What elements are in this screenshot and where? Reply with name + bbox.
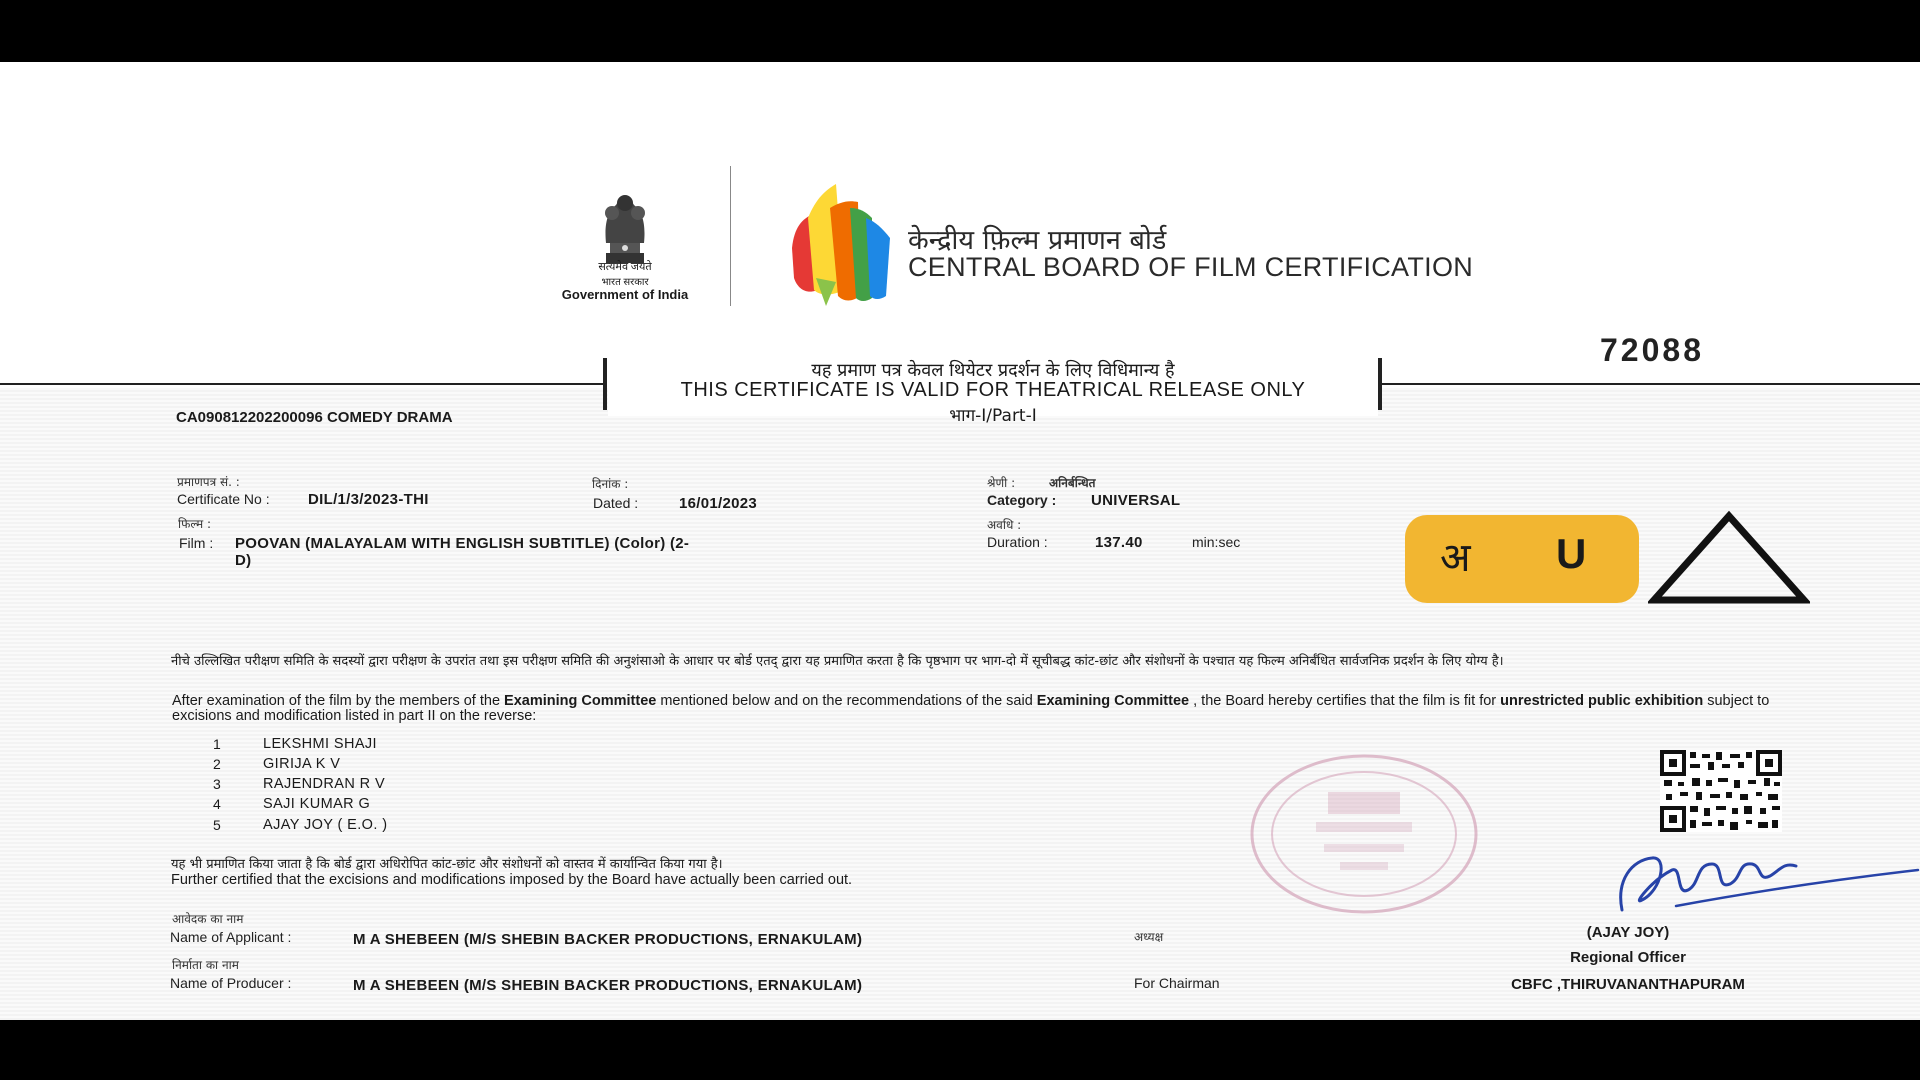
film-title-line1: POOVAN (MALAYALAM WITH ENGLISH SUBTITLE) (Color) (2- [235,535,690,552]
producer-label-hindi: निर्माता का नाम [172,958,239,972]
signatory-name: (AJAY JOY) [1586,924,1670,941]
category-label-hindi: श्रेणी : [987,476,1016,490]
member-number: 3 [213,776,221,792]
duration-unit: min:sec [1192,534,1241,550]
header-divider [730,166,731,306]
triangle-icon [1648,510,1810,606]
chairman-label-hindi: अध्यक्ष [1134,930,1164,944]
member-name: SAJI KUMAR G [263,796,371,812]
rating-badge-hindi: अ [1440,535,1471,581]
rule-right [1380,383,1920,385]
member-name: AJAY JOY ( E.O. ) [263,817,388,833]
emblem-government-hindi: भारत सरकार [601,277,649,288]
duration-value: 137.40 [1095,534,1143,551]
member-name: GIRIJA K V [263,756,341,772]
applicant-value: M A SHEBEEN (M/S SHEBIN BACKER PRODUCTIONS, ERNAKULAM) [353,931,863,948]
cbfc-logo-icon [786,178,896,308]
signatory-title: Regional Officer [1570,949,1686,966]
member-number: 4 [213,796,221,812]
certificate-no-value: DIL/1/3/2023-THI [308,491,429,508]
category-value: UNIVERSAL [1091,492,1181,509]
category-value-hindi: अनिर्बन्धित [1049,476,1096,490]
duration-label: Duration : [987,534,1048,550]
film-label-hindi: फिल्म : [178,517,212,531]
duration-label-hindi: अवधि : [987,518,1022,532]
genre-code: CA090812202200096 COMEDY DRAMA [176,409,453,426]
member-name: LEKSHMI SHAJI [263,736,377,752]
national-emblem-icon [586,183,664,267]
letterbox-top [0,0,1920,62]
signatory-office: CBFC ,THIRUVANANTHAPURAM [1511,976,1745,993]
emblem-motto: सत्यमेव जयते [598,261,652,273]
film-title-line2: D) [235,552,252,569]
part-label: भाग-I/Part-I [949,406,1037,426]
qr-code-icon [1660,750,1782,832]
board-name-hindi: केन्द्रीय फ़िल्म प्रमाणन बोर्ड [908,225,1167,256]
member-number: 1 [213,736,221,752]
member-number: 2 [213,756,221,772]
validity-hindi: यह प्रमाण पत्र केवल थियेटर प्रदर्शन के लिए विधिमान्य है [811,360,1175,381]
certificate-sheet [0,62,1920,1020]
emblem-government-english: Government of India [561,287,689,302]
validity-english: THIS CERTIFICATE IS VALID FOR THEATRICAL RELEASE ONLY [680,379,1306,401]
rating-badge-english: U [1556,530,1587,577]
certification-paragraph-english: After examination of the film by the members of the Examining Committee mentioned below and on the recommendations of the said Examining Committee , the Board hereby certifies that the film is fit for unrestricted public exhibition subject to excisions and modification listed in part II on the reverse: [172,693,1770,724]
signature-icon [1612,840,1920,920]
date-value: 16/01/2023 [679,495,758,512]
producer-label: Name of Producer : [170,975,292,991]
letterbox-bottom [0,1020,1920,1080]
further-certified-hindi: यह भी प्रमाणित किया जाता है कि बोर्ड द्वारा अधिरोपित कांट-छांट और संशोधनों को वास्तव में कार्यान्वित किया गया है। [171,857,723,872]
serial-number: 72088 [1600,332,1704,368]
further-certified-english: Further certified that the excisions and modifications imposed by the Board have actually been carried out. [171,872,853,888]
member-name: RAJENDRAN R V [263,776,386,792]
board-seal-stamp [1246,752,1482,916]
validity-bracket-right [1378,358,1382,410]
rule-left [0,383,604,385]
date-label: Dated : [593,495,639,511]
certificate-no-label: Certificate No : [177,491,270,507]
producer-value: M A SHEBEEN (M/S SHEBIN BACKER PRODUCTIONS, ERNAKULAM) [353,977,863,994]
date-label-hindi: दिनांक : [592,477,629,491]
applicant-label-hindi: आवेदक का नाम [172,912,244,926]
film-label: Film : [179,535,214,551]
board-name-english: CENTRAL BOARD OF FILM CERTIFICATION [908,252,1474,282]
category-label: Category : [987,492,1057,508]
applicant-label: Name of Applicant : [170,929,292,945]
validity-bracket-left [603,358,607,410]
chairman-label: For Chairman [1134,975,1220,991]
certification-paragraph-hindi: नीचे उल्लिखित परीक्षण समिति के सदस्यों द्वारा परीक्षण के उपरांत तथा इस परीक्षण समिति की अनुशंसाओ के आधार पर बोर्ड एतद् द्वारा यह प्रमाणित करता है कि पृष्ठभाग पर भाग-दो में सूचीबद्ध कांट-छांट और संशोधनों के पश्चात यह फिल्म अनिर्बंधित सार्वजनिक प्रदर्शन के लिए योग्य है। [171,654,1504,669]
member-number: 5 [213,817,221,833]
certificate-no-label-hindi: प्रमाणपत्र सं. : [177,475,240,489]
